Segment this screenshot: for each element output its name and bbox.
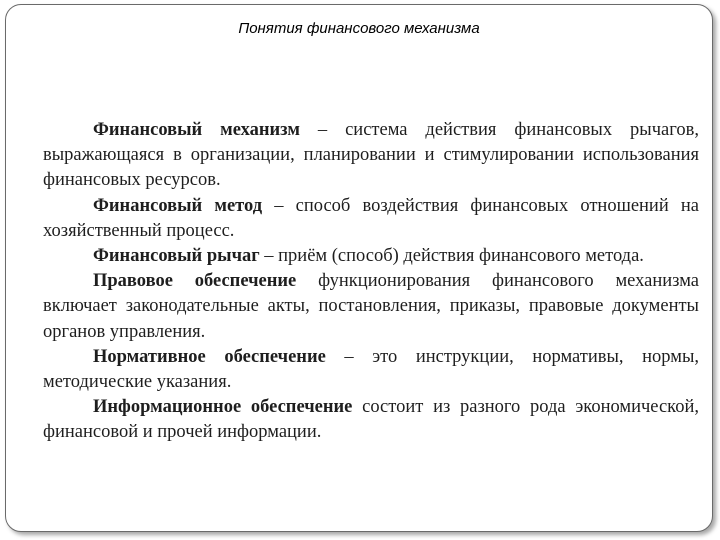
definition-text: состоит из разного рода экономической, финансовой и прочей информации. xyxy=(43,397,699,443)
definition-financial-mechanism xyxy=(43,118,699,194)
term-financial-method: Финансовый метод xyxy=(93,195,263,216)
definition-information-support xyxy=(43,395,699,445)
slide-frame xyxy=(5,4,713,532)
definition-legal-support xyxy=(43,269,699,345)
definition-text: – способ воздействия финансовых отношений на хозяйственный процесс. xyxy=(43,195,699,241)
term-normative-support: Нормативное обеспечение xyxy=(93,346,326,367)
definition-financial-method xyxy=(43,194,699,244)
definition-normative-support xyxy=(43,345,699,395)
term-financial-mechanism: Финансовый механизм xyxy=(93,120,300,140)
definition-text: – это инструкции, нормативы, нормы, методические указания. xyxy=(43,346,699,393)
term-information-support: Информационное обеспечение xyxy=(93,397,353,418)
definitions-text xyxy=(43,118,699,446)
term-legal-support: Правовое обеспечение xyxy=(93,271,297,292)
term-financial-lever: Финансовый рычаг xyxy=(93,246,260,267)
definition-text: функционирования финансового механизма включает законодательные акты, постановления, приказы, правовые документы органов управления. xyxy=(43,271,699,342)
definition-text: – приём (способ) действия финансового метода. xyxy=(259,246,644,267)
slide-title: Понятия финансового механизма xyxy=(238,20,480,37)
definition-text: – система действия финансовых рычагов, выражающаяся в организации, планировании и стимулировании использования финансовых ресурсов. xyxy=(43,120,699,191)
definition-financial-lever xyxy=(43,244,699,269)
